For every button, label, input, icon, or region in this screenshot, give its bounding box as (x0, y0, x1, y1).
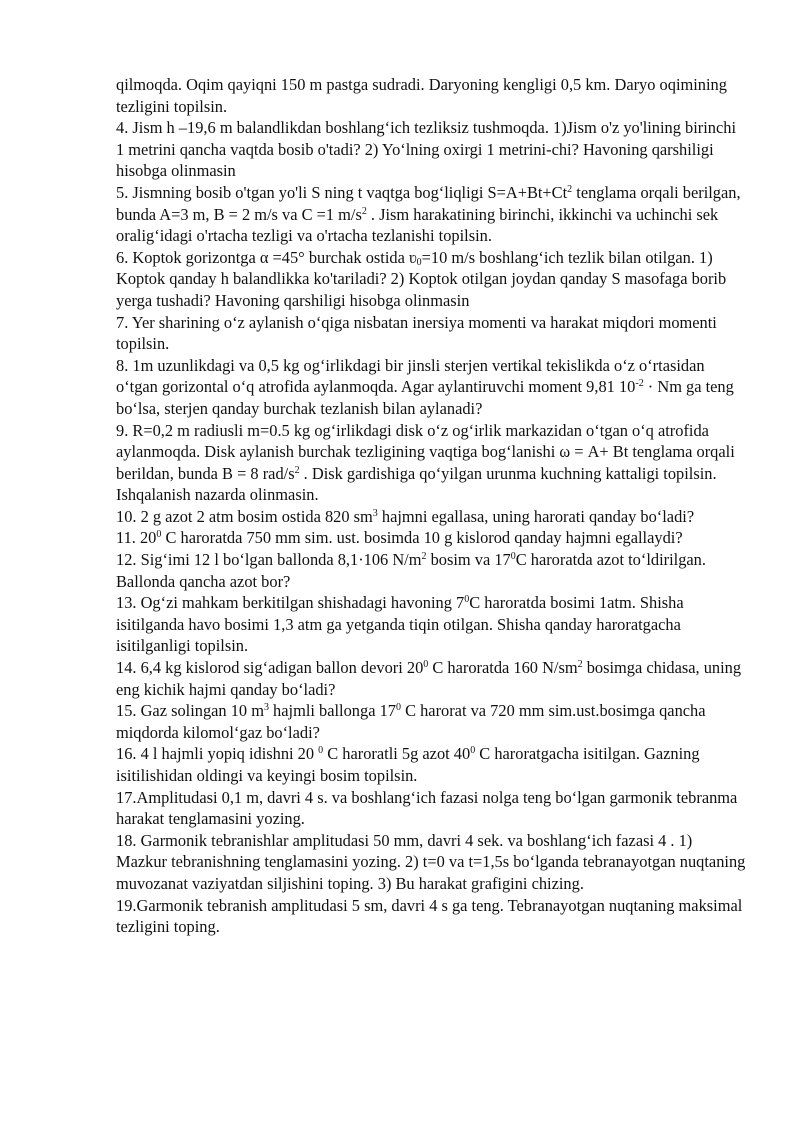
paragraph-text: 13. Og‘zi mahkam berkitilgan shishadagi havoning 7 (116, 593, 465, 613)
problem-9 (116, 420, 746, 506)
superscript-text: 0 (470, 745, 476, 757)
paragraph-text: C haroratgacha isitilgan. Gazning isitilishidan oldingi va keyingi bosim topilsin. (116, 744, 700, 785)
problem-10 (116, 506, 746, 528)
document-page (116, 74, 746, 938)
problem-6 (116, 247, 746, 312)
paragraph-text: · Nm ga teng bo‘lsa, sterjen qanday burchak tezlanish bilan aylanadi? (116, 377, 734, 418)
paragraph-text: C haroratda azot to‘ldirilgan. Ballonda qancha azot bor? (116, 550, 706, 591)
problem-5 (116, 182, 746, 247)
problem-7 (116, 312, 746, 355)
problem-4 (116, 117, 746, 182)
problem-18 (116, 830, 746, 895)
superscript-text: 3 (372, 507, 378, 519)
paragraph-text: =10 m/s boshlang‘ich tezlik bilan otilgan. 1) Koptok qanday h balandlikka ko'tariladi? 2) Koptok otilgan joydan qanday S masofaga borib yerga tushadi? Havoning qarshiligi hisobga olinmasin (116, 247, 727, 310)
problem-13 (116, 592, 746, 657)
superscript-text: 0 (156, 529, 162, 541)
paragraph-text: 18. Garmonik tebranishlar amplitudasi 50 mm, davri 4 sek. va boshlang‘ich fazasi 4 . 1) Mazkur tebranishning tenglamasini yozing. 2) t=0 va t=1,5s bo‘lganda tebranayotgan nuqtaning muvozanat vaziyatdan siljishini toping. 3) Bu harakat grafigini chizing. (116, 830, 746, 893)
paragraph-text: 19.Garmonik tebranish amplitudasi 5 sm, davri 4 s ga teng. Tebranayotgan nuqtaning maksimal tezligini toping. (116, 895, 743, 937)
paragraph-text: 7. Yer sharining o‘z aylanish o‘qiga nisbatan inersiya momenti va harakat miqdori momenti topilsin. (116, 312, 717, 354)
superscript-text: 0 (395, 702, 401, 714)
paragraph-text: C haroratli 5g azot 40 (323, 744, 471, 764)
problem-16 (116, 743, 746, 786)
paragraph-text: . Jism harakatining birinchi, ikkinchi va uchinchi sek oralig‘idagi o'rtacha tezligi va o'rtacha tezlanishi topilsin. (116, 204, 719, 246)
paragraph-text: qilmoqda. Oqim qayiqni 150 m pastga sudradi. Daryoning kengligi 0,5 km. Daryo oqimining tezligini topilsin. (116, 75, 727, 116)
paragraph-text: C haroratda 160 N/sm (428, 658, 578, 678)
superscript-text: 0 (464, 594, 470, 606)
superscript-text: -2 (635, 378, 644, 390)
paragraph-text: 12. Sig‘imi 12 l bo‘lgan ballonda 8,1·106 N/m (116, 550, 422, 570)
paragraph-text: hajmni egallasa, uning harorati qanday bo‘ladi? (377, 506, 695, 526)
paragraph-text: bosimga chidasa, uning eng kichik hajmi qanday bo‘ladi? (116, 658, 742, 699)
superscript-text: 2 (361, 205, 367, 217)
paragraph-text: 17.Amplitudasi 0,1 m, davri 4 s. va boshlang‘ich fazasi nolga teng bo‘lgan garmonik tebranma harakat tenglamasini yozing. (116, 787, 738, 829)
problem-19 (116, 895, 746, 938)
superscript-text: 0 (318, 745, 324, 757)
problem-8 (116, 355, 746, 420)
problem-12 (116, 549, 746, 592)
paragraph-text: 15. Gaz solingan 10 m (116, 701, 264, 721)
superscript-text: 2 (294, 464, 300, 476)
paragraph-text: 4. Jism h –19,6 m balandlikdan boshlang‘ich tezliksiz tushmoqda. 1)Jism o'z yo'lining birinchi 1 metrini qancha vaqtda bosib o'tadi? 2) Yo‘lning oxirgi 1 metrini-chi? Havoning qarshiligi hisobga olinmasin (116, 118, 737, 181)
superscript-text: 2 (567, 183, 573, 195)
paragraph-text: . Disk gardishiga qo‘yilgan urunma kuchning kattaligi topilsin. Ishqalanish nazarda olinmasin. (116, 463, 717, 505)
subscript-text: 0 (416, 256, 422, 268)
paragraph-text: 9. R=0,2 m radiusli m=0.5 kg og‘irlikdagi disk o‘z og‘irlik markazidan o‘tgan o‘q atrofida aylanmoqda. Disk aylanish burchak tezligining vaqtiga bog‘lanishi ω = A+ Bt tenglama orqali berildan, bunda B = 8 rad/s (116, 420, 735, 483)
problem-11 (116, 527, 746, 549)
paragraph-text: tenglama orqali berilgan, bunda A=3 m, B = 2 m/s va C =1 m/s (116, 182, 741, 224)
paragraph-text: 10. 2 g azot 2 atm bosim ostida 820 sm (116, 506, 373, 526)
paragraph-text: C haroratda bosimi 1atm. Shisha isitilganda havo bosimi 1,3 atm ga yetganda tiqin otilgan. Shisha qanday haroratgacha isitilganligi topilsin. (116, 593, 684, 656)
paragraph-text: hajmli ballonga 17 (268, 701, 396, 721)
paragraph-text: 6. Koptok gorizontga α =45° burchak ostida ʋ (116, 247, 417, 267)
paragraph-text: 16. 4 l hajmli yopiq idishni 20 (116, 744, 319, 764)
problem-15 (116, 700, 746, 743)
paragraph-text: C haroratda 750 mm sim. ust. bosimda 10 g kislorod qanday hajmni egallaydi? (161, 528, 683, 548)
superscript-text: 3 (263, 702, 269, 714)
paragraph-text: C harorat va 720 mm sim.ust.bosimga qancha miqdorda kilomol‘gaz bo‘ladi? (116, 701, 706, 742)
superscript-text: 0 (510, 551, 516, 563)
paragraph-text: 5. Jismning bosib o'tgan yo'li S ning t vaqtga bog‘liqligi S=A+Bt+Ct (116, 182, 568, 202)
paragraph-text: 14. 6,4 kg kislorod sig‘adigan ballon devori 20 (116, 658, 424, 678)
superscript-text: 0 (423, 659, 429, 671)
paragraph-text: 11. 20 (116, 528, 157, 548)
paragraph-text: 8. 1m uzunlikdagi va 0,5 kg og‘irlikdagi bir jinsli sterjen vertikal tekislikda o‘z o‘rtasidan o‘tgan gorizontal o‘q atrofida aylanmoqda. Agar aylantiruvchi moment 9,81 10 (116, 355, 705, 397)
problem-14 (116, 657, 746, 700)
superscript-text: 2 (577, 659, 583, 671)
problem-17 (116, 787, 746, 830)
paragraph-text: bosim va 17 (426, 550, 511, 570)
paragraph-continuation (116, 74, 746, 117)
superscript-text: 2 (421, 551, 427, 563)
